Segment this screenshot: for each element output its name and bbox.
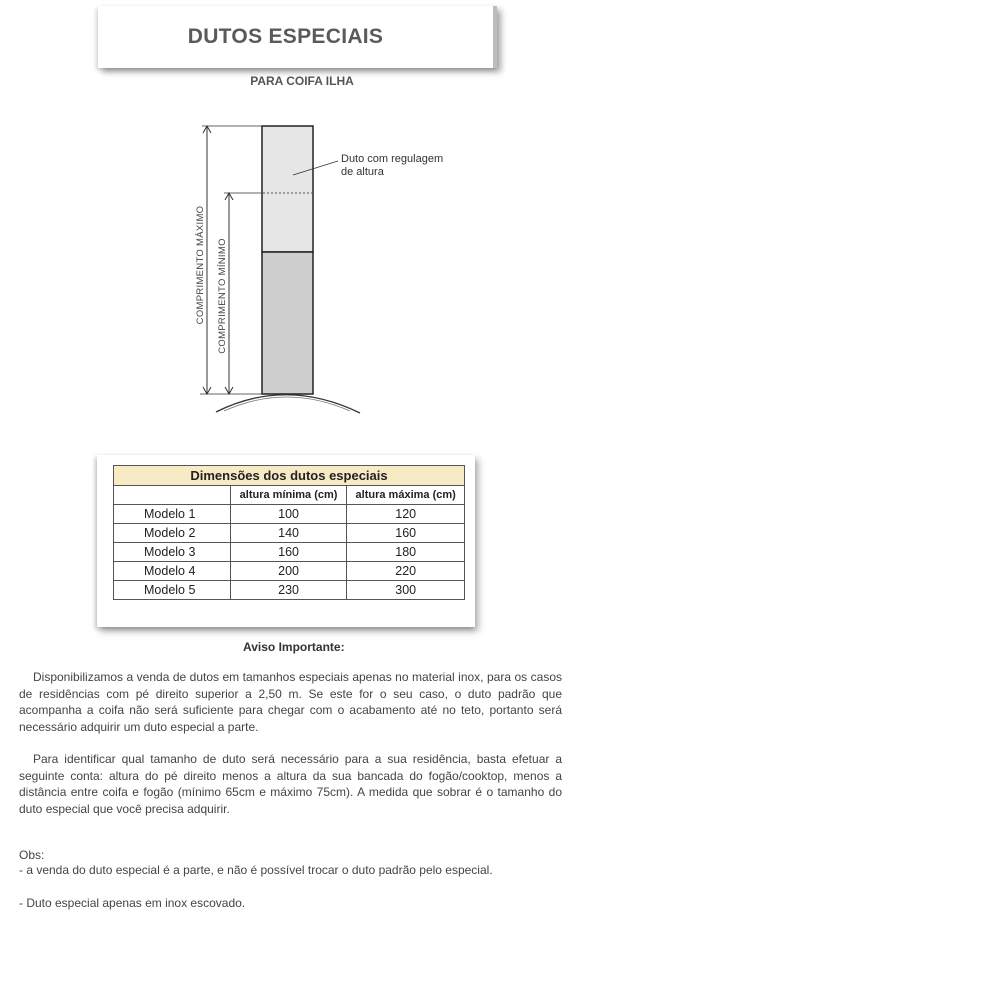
- model-cell: Modelo 3: [114, 543, 231, 562]
- obs-line-2: - Duto especial apenas em inox escovado.: [19, 896, 246, 910]
- label-comprimento-maximo: COMPRIMENTO MÁXIMO: [195, 205, 206, 325]
- duct-diagram: [180, 115, 470, 425]
- duct-callout-line1: Duto com regulagem: [341, 153, 444, 165]
- notice-paragraph-2: Para identificar qual tamanho de duto será necessário para a sua residência, basta efetuar a seguinte conta: altura do pé direito menos a altura da sua bancada do fogão/cooktop, menos a distância entre coifa e fogão (mínimo 65cm e máximo 75cm). A medida que sobrar é o tamanho do duto especial que você precisa adquirir.: [19, 752, 562, 816]
- table-caption-row: [114, 466, 465, 486]
- duct-upper-section: [262, 126, 313, 252]
- label-comprimento-minimo: COMPRIMENTO MÍNIMO: [217, 238, 228, 354]
- min-cell: 230: [230, 581, 347, 600]
- col-header-max: altura máxima (cm): [347, 486, 465, 505]
- min-cell: 140: [230, 524, 347, 543]
- title-box: [98, 6, 497, 68]
- obs-label: Obs:: [19, 848, 45, 862]
- model-cell: Modelo 2: [114, 524, 231, 543]
- model-cell: Modelo 4: [114, 562, 231, 581]
- min-cell: 160: [230, 543, 347, 562]
- page-subtitle: PARA COIFA ILHA: [250, 74, 354, 88]
- model-cell: Modelo 5: [114, 581, 231, 600]
- max-cell: 160: [347, 524, 465, 543]
- min-cell: 100: [230, 505, 347, 524]
- dimensions-table-card: [97, 455, 475, 627]
- page-title: DUTOS ESPECIAIS: [187, 25, 384, 48]
- notice-paragraph-1: Disponibilizamos a venda de dutos em tamanhos especiais apenas no material inox, para os casos de residências com pé direito superior a 2,50 m. Se este for o seu caso, o duto padrão que acompanha a coifa não será suficiente para chegar com o acabamento até no teto, portanto será necessário adquirir um duto especial a parte.: [19, 670, 562, 734]
- hood-curve-inner: [224, 397, 350, 411]
- duct-callout-line2: de altura: [341, 166, 384, 178]
- table-row: [114, 562, 465, 581]
- table-header-empty: [114, 486, 231, 505]
- max-cell: 220: [347, 562, 465, 581]
- min-cell: 200: [230, 562, 347, 581]
- max-cell: 300: [347, 581, 465, 600]
- max-cell: 180: [347, 543, 465, 562]
- table-row: [114, 524, 465, 543]
- table-row: [114, 581, 465, 600]
- notice-title: Aviso Importante:: [243, 640, 345, 654]
- col-header-min: altura mínima (cm): [230, 486, 347, 505]
- dimensions-table: [113, 465, 465, 600]
- model-cell: Modelo 1: [114, 505, 231, 524]
- table-header-row: [114, 486, 465, 505]
- table-caption: Dimensões dos dutos especiais: [114, 466, 465, 486]
- table-row: [114, 543, 465, 562]
- duct-lower-section: [262, 252, 313, 394]
- obs-line-1: - a venda do duto especial é a parte, e não é possível trocar o duto padrão pelo especial.: [19, 863, 493, 877]
- max-cell: 120: [347, 505, 465, 524]
- hood-curve: [216, 395, 360, 413]
- table-row: [114, 505, 465, 524]
